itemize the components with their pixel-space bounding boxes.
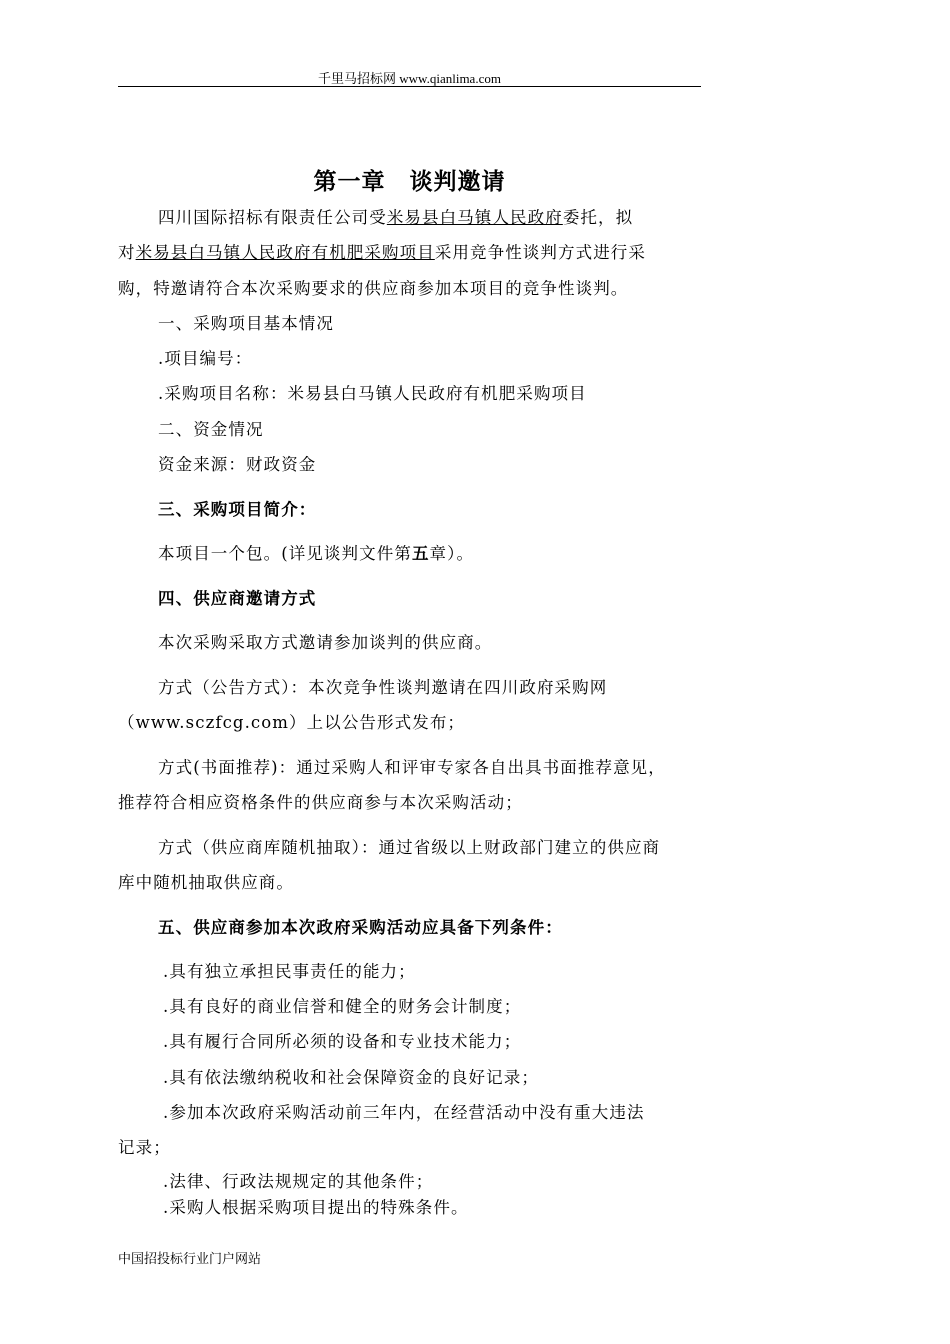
section-2-heading: 二、资金情况	[158, 420, 264, 439]
intro-line-2	[118, 241, 701, 265]
section-4-heading: 四、供应商邀请方式	[158, 589, 317, 608]
condition-3: .具有履行合同所必须的设备和专业技术能力；	[163, 1032, 522, 1051]
method-1-line-1: 方式（公告方式）：本次竞争性谈判邀请在四川政府采购网	[158, 678, 608, 697]
method-2-line-2: 推荐符合相应资格条件的供应商参与本次采购活动；	[118, 793, 523, 812]
section-5-heading: 五、供应商参加本次政府采购活动应具备下列条件：	[158, 918, 563, 937]
condition-2: .具有良好的商业信誉和健全的财务会计制度；	[163, 997, 522, 1016]
intro-text: 四川国际招标有限责任公司受	[158, 208, 387, 227]
section-4-body: 本次采购采取方式邀请参加谈判的供应商。	[158, 633, 493, 652]
condition-5-line-2: 记录；	[118, 1138, 171, 1157]
purchaser-name: 米易县白马镇人民政府	[386, 208, 563, 227]
funding-source: 资金来源：财政资金	[158, 455, 317, 474]
body-text: 章）。	[429, 544, 475, 563]
project-name: 米易县白马镇人民政府有机肥采购项目	[135, 243, 435, 262]
intro-text: 委托，拟	[562, 208, 634, 227]
intro-line-1	[158, 206, 701, 230]
condition-4: .具有依法缴纳税收和社会保障资金的良好记录；	[163, 1068, 539, 1087]
intro-text: 对	[118, 243, 136, 262]
method-2-line-1: 方式(书面推荐)：通过采购人和评审专家各自出具书面推荐意见，	[158, 758, 666, 777]
method-1-line-2: （www.sczfcg.com）上以公告形式发布；	[118, 713, 466, 732]
condition-6: .法律、行政法规规定的其他条件；	[163, 1172, 434, 1191]
method-3-line-2: 库中随机抽取供应商。	[118, 873, 294, 892]
condition-1: .具有独立承担民事责任的能力；	[163, 962, 416, 981]
intro-line-3: 购，特邀请符合本次采购要求的供应商参加本项目的竞争性谈判。	[118, 279, 629, 298]
condition-7: .采购人根据采购项目提出的特殊条件。	[163, 1198, 469, 1217]
page-footer: 中国招投标行业门户网站	[118, 1252, 262, 1267]
section-1-heading: 一、采购项目基本情况	[158, 314, 334, 333]
method-3-line-1: 方式（供应商库随机抽取）：通过省级以上财政部门建立的供应商	[158, 838, 661, 857]
chapter-title: 第一章 谈判邀请	[313, 168, 506, 195]
section-3-heading: 三、采购项目简介：	[158, 500, 317, 519]
condition-5-line-1: .参加本次政府采购活动前三年内，在经营活动中没有重大违法	[163, 1103, 645, 1122]
chapter-number: 五	[411, 544, 430, 563]
body-text: 本项目一个包。(详见谈判文件第	[158, 544, 412, 563]
intro-text: 采用竞争性谈判方式进行采	[434, 243, 647, 262]
project-number: .项目编号：	[158, 349, 253, 368]
page-header-site: 千里马招标网 www.qianlima.com	[318, 71, 501, 86]
header-divider	[118, 86, 701, 87]
section-3-body	[158, 542, 701, 566]
project-name-item: .采购项目名称：米易县白马镇人民政府有机肥采购项目	[158, 384, 587, 403]
